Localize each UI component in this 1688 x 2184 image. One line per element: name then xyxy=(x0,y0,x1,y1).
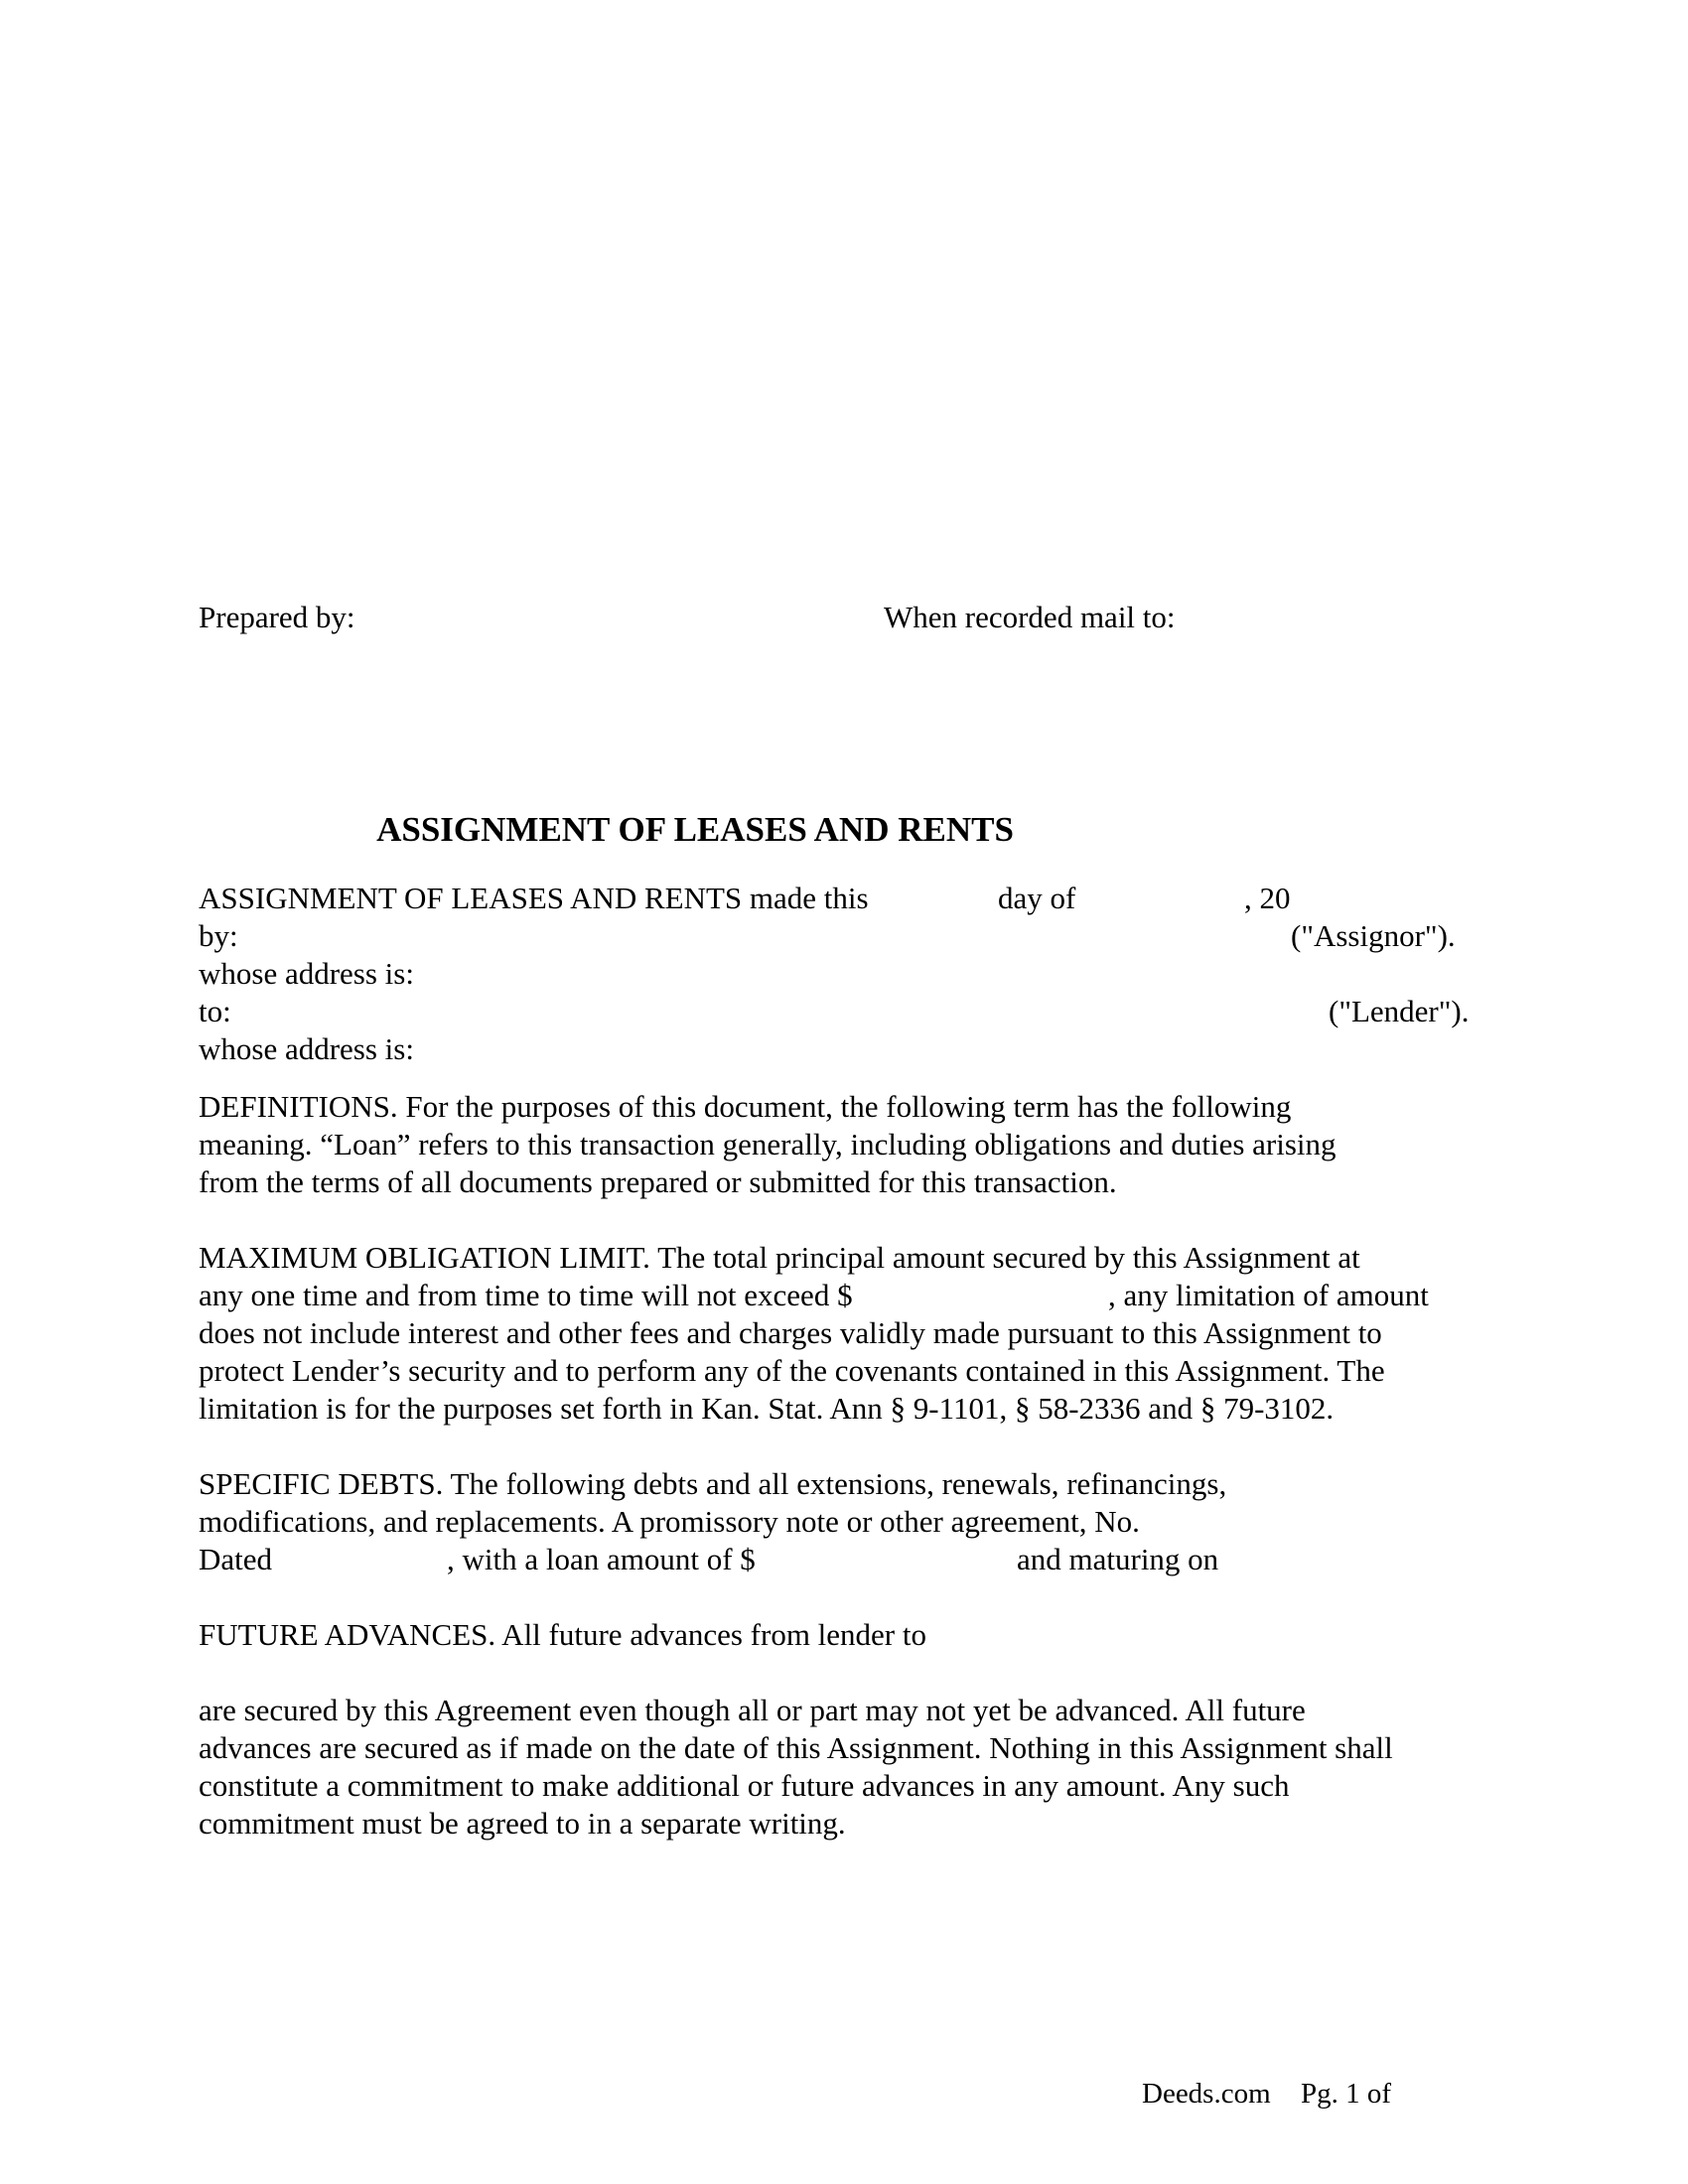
max-obligation-line: limitation is for the purposes set forth in Kan. Stat. Ann § 9-1101, § 58-2336 and § 79-3102. xyxy=(199,1391,1335,1426)
specific-debts-line: SPECIFIC DEBTS. The following debts and all extensions, renewals, refinancings, xyxy=(199,1466,1227,1501)
loan-amount-label: , with a loan amount of $ xyxy=(447,1542,756,1576)
specific-debts-line: modifications, and replacements. A promissory note or other agreement, No. xyxy=(199,1504,1140,1539)
future-advances-line: are secured by this Agreement even though all or part may not yet be advanced. All future xyxy=(199,1693,1306,1727)
maturing-label: and maturing on xyxy=(1017,1542,1219,1576)
assignor-address-label: whose address is: xyxy=(199,956,414,991)
when-recorded-label: When recorded mail to: xyxy=(884,600,1176,634)
prepared-by-label: Prepared by: xyxy=(199,600,355,634)
lender-label: ("Lender"). xyxy=(1329,994,1470,1028)
max-obligation-line: does not include interest and other fees and charges validly made pursuant to this Assignment to xyxy=(199,1315,1382,1350)
assignor-label: ("Assignor"). xyxy=(1291,918,1456,953)
max-obligation-line: , any limitation of amount xyxy=(1108,1278,1429,1312)
definitions-line: from the terms of all documents prepared or submitted for this transaction. xyxy=(199,1164,1117,1199)
definitions-line: meaning. “Loan” refers to this transaction generally, including obligations and duties arising xyxy=(199,1127,1336,1161)
footer-brand: Deeds.com xyxy=(1142,2078,1271,2110)
to-label: to: xyxy=(199,994,231,1028)
future-advances-line: commitment must be agreed to in a separate writing. xyxy=(199,1806,846,1841)
by-label: by: xyxy=(199,918,238,953)
lender-address-label: whose address is: xyxy=(199,1031,414,1066)
future-advances-line: FUTURE ADVANCES. All future advances from lender to xyxy=(199,1617,926,1652)
max-obligation-line: MAXIMUM OBLIGATION LIMIT. The total principal amount secured by this Assignment at xyxy=(199,1240,1360,1275)
document-title: ASSIGNMENT OF LEASES AND RENTS xyxy=(376,810,1014,849)
max-obligation-line: protect Lender’s security and to perform any of the covenants contained in this Assignment. The xyxy=(199,1353,1385,1388)
parties-intro: ASSIGNMENT OF LEASES AND RENTS made this xyxy=(199,881,869,915)
future-advances-line: advances are secured as if made on the date of this Assignment. Nothing in this Assignment shall xyxy=(199,1730,1393,1765)
future-advances-line: constitute a commitment to make additional or future advances in any amount. Any such xyxy=(199,1768,1290,1803)
day-of-label: day of xyxy=(998,881,1076,915)
max-obligation-line: any one time and from time to time will not exceed $ xyxy=(199,1278,853,1312)
dated-label: Dated xyxy=(199,1542,273,1576)
definitions-line: DEFINITIONS. For the purposes of this document, the following term has the following xyxy=(199,1089,1292,1124)
footer-page-number: Pg. 1 of xyxy=(1301,2078,1392,2110)
year-prefix: , 20 xyxy=(1244,881,1291,915)
